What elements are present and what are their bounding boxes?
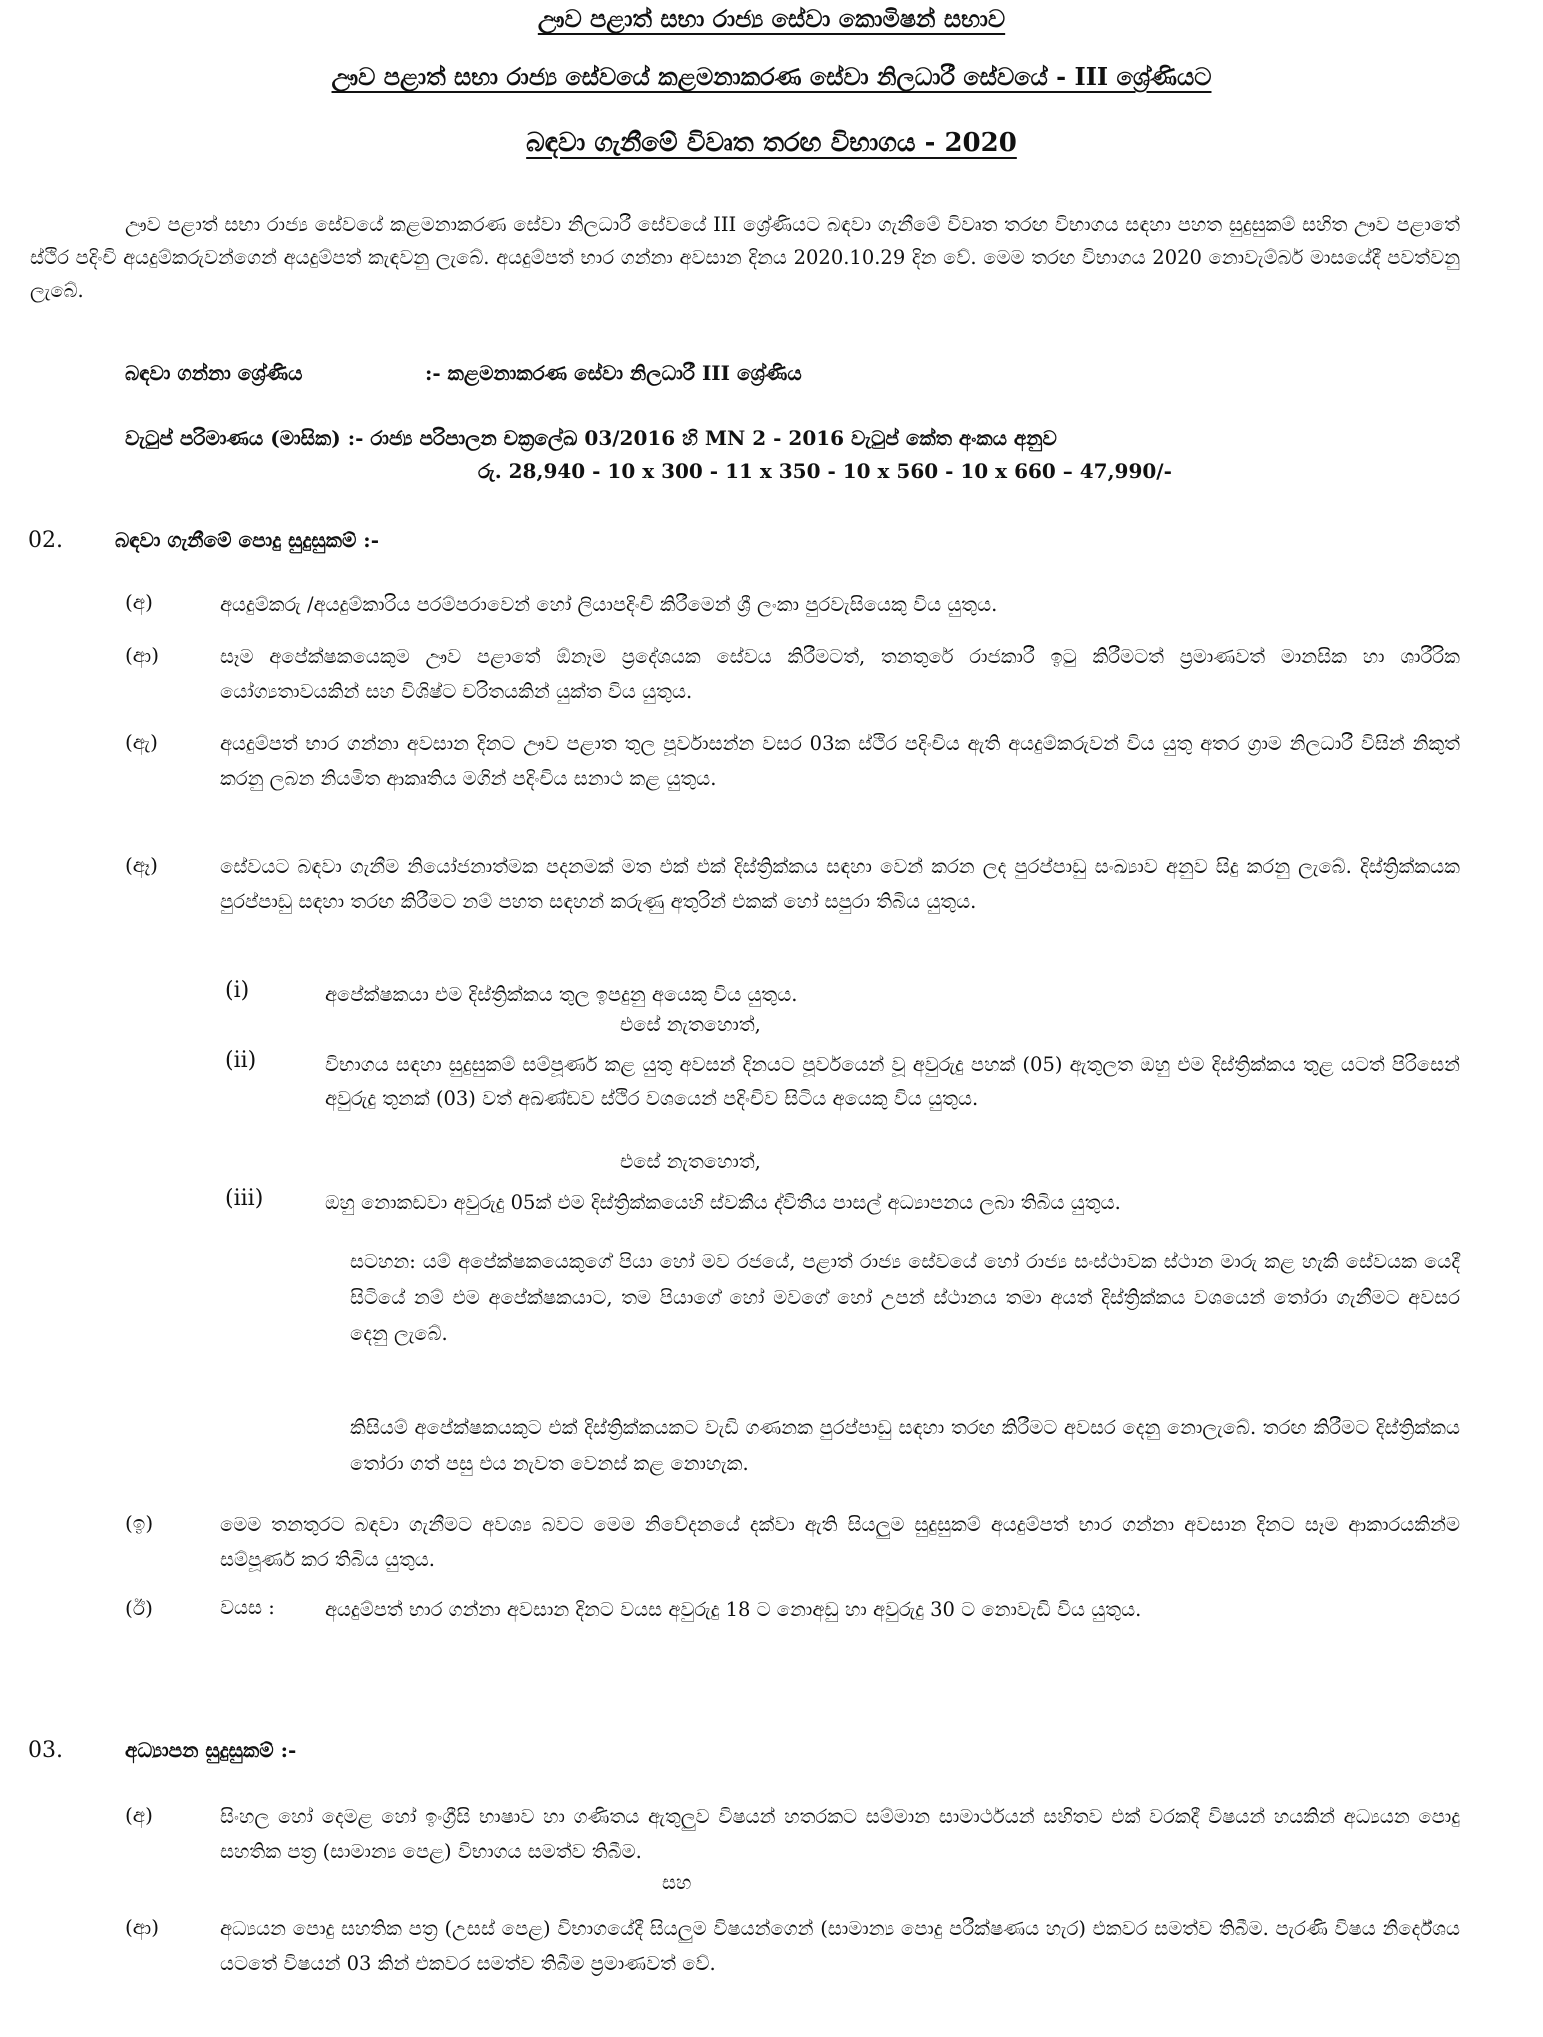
subitem-ii-text: විභාගය සඳහා සුදුසුකම් සම්පූර්ණ කළ යුතු අවසන් දිනයට පූර්වයෙන් වූ අවුරුදු පහක් (05) ඇතුලත ඔහු එම දිස්ත්‍රික්කය තුළ යටත් පිරිසෙන් අවුරුදු තුනක් (03) වත් අඛණ්ඩව ස්ථිර වශයෙන් පදිංචිව සිටිය අයෙකු විය යුතුය. [325, 1053, 1460, 1110]
heading-exam [0, 128, 1543, 159]
item-ae-mark: (ඇ) [125, 730, 158, 754]
heading-commission-text: ඌව පළාත් සභා රාජ්‍ය සේවා කොමිෂන් සභාව [537, 4, 1006, 33]
grade-value: :- කළමනාකරණ සේවා නිලධාරී III ශ්‍රේණිය [425, 361, 802, 385]
item-aee-text: සේවයට බඳවා ගැනීම නියෝජනාත්මක පදනමක් මත එක් එක් දිස්ත්‍රික්කය සඳහා වෙන් කරන ලද පුරප්පාඩු සංඛ්‍යාව අනුව සිදු කරනු ලැබේ. දිස්ත්‍රික්කයක පුරප්පාඩු සඳහා තරඟ කිරීමට නම් පහත සඳහන් කරුණු අතුරින් එකක් හෝ සපුරා තිබිය යුතුය. [220, 855, 1460, 913]
subitem-iii-mark: (iii) [225, 1186, 264, 1211]
subitem-i-mark: (i) [225, 978, 250, 1003]
and-text: සහ [662, 1871, 692, 1894]
section-2-title: බඳවා ගැනීමේ පොදු සුදුසුකම් :- [115, 528, 379, 552]
item-i-mark: (ඉ) [125, 1511, 154, 1535]
edu-item-aa-mark: (ආ) [125, 1915, 160, 1939]
item-aa-mark: (ආ) [125, 643, 160, 667]
item-aee-mark: (ඈ) [125, 853, 158, 877]
age-label: වයස : [220, 1596, 275, 1619]
salary-scale: රු. 28,940 - 10 x 300 - 11 x 350 - 10 x 560 - 10 x 660 – 47,990/- [478, 459, 1172, 483]
grade-label: බඳවා ගන්නා ශ්‍රේණිය [125, 361, 303, 385]
subitem-i-text: අපේක්ෂකයා එම දිස්ත්‍රික්කය තුල ඉපදුනු අයෙකු විය යුතුය. [325, 983, 798, 1006]
heading-commission [0, 4, 1543, 33]
note-single-district: කිසියම් අපේක්ෂකයකුට එක් දිස්ත්‍රික්කයකට වැඩි ගණනක පුරප්පාඩු සඳහා තරඟ කිරීමට අවසර දෙනු නොලැබේ. තරඟ කිරීමට දිස්ත්‍රික්කය තෝරා ගත් පසු එය නැවත වෙනස් කළ නොහැක. [350, 1416, 1460, 1475]
salary-label: වැටුප් පරිමාණය (මාසික) :- රාජ්‍ය පරිපාලන චක්‍රලේඛ 03/2016 හි MN 2 - 2016 වැටුප් කේත අංකය අනුව [125, 426, 1057, 450]
subitem-ii-mark: (ii) [225, 1048, 257, 1073]
item-aa-text: සෑම අපේක්ෂකයෙකුම ඌව පළාතේ ඕනෑම ප්‍රදේශයක සේවය කිරීමටත්, තනතුරේ රාජකාරී ඉටු කිරීමටත් ප්‍රමාණවත් මානසික හා ශාරීරික යෝග්‍යතාවයකින් සහ විශිෂ්ට චරිතයකින් යුක්ත විය යුතුය. [220, 645, 1460, 703]
edu-item-aa-text: අධ්‍යයන පොදු සහතික පත්‍ර (උසස් පෙළ) විභාගයේදී සියලුම විෂයන්ගෙන් (සාමාන්‍ය පොදු පරීක්ෂණය හැර) එකවර සමත්ව තිබීම. පැරණි විෂය නිර්දේශය යටතේ විෂයන් 03 කින් එකවර සමත්ව තිබීම ප්‍රමාණවත් වේ. [220, 1917, 1460, 1975]
or-text-1: එසේ නැතහොත්, [620, 1013, 761, 1036]
subitem-iii-text: ඔහු නොකඩවා අවුරුදු 05ක් එම දිස්ත්‍රික්කයෙහි ස්වකීය ද්විතීය පාසල් අධ්‍යාපනය ලබා තිබිය යුතුය. [325, 1191, 1121, 1214]
item-i-text: මෙම තනතුරට බඳවා ගැනීමට අවශ්‍ය බවට මෙම නිවේදනයේ දක්වා ඇති සියලුම සුදුසුකම් අයදුම්පත් භාර ගන්නා අවසාන දිනට සෑම ආකාරයකින්ම සම්පූර්ණ කර තිබිය යුතුය. [220, 1513, 1460, 1571]
item-a-text: අයදුම්කරු /අයදුම්කාරිය පරම්පරාවෙන් හෝ ලියාපදිංචි කිරීමෙන් ශ්‍රී ලංකා පුරවැසියෙකු විය යුතුය. [220, 593, 998, 616]
item-ae-text: අයදුම්පත් භාර ගන්නා අවසාන දිනට ඌව පළාත තුල පූර්වාසන්න වසර 03ක ස්ථිර පදිංචිය ඇති අයදුම්කරුවන් විය යුතු අතර ග්‍රාම නිලධාරී විසින් නිකුත් කරනු ලබන නියමිත ආකෘතිය මගින් පදිංචිය සනාථ කළ යුතුය. [220, 732, 1460, 790]
heading-exam-text: බඳවා ගැනීමේ විවෘත තරඟ විභාගය - 2020 [526, 128, 1017, 158]
item-ii-mark: (ඊ) [125, 1596, 153, 1620]
heading-service [0, 62, 1543, 91]
edu-item-a-text: සිංහල හෝ දෙමළ හෝ ඉංග්‍රීසි භාෂාව හා ගණිතය ඇතුලුව විෂයන් හතරකට සම්මාන සාමාර්ථයන් සහිතව එක් වරකදී විෂයන් හයකින් අධ්‍යයන පොදු සහතික පත්‍ර (සාමාන්‍ය පෙළ) විභාගය සමත්ව තිබීම. [220, 1805, 1460, 1863]
or-text-2: එසේ නැතහොත්, [620, 1150, 761, 1173]
intro-paragraph: ඌව පළාත් සභා රාජ්‍ය සේවයේ කළමනාකරණ සේවා නිලධාරී සේවයේ III ශ්‍රේණියට බඳවා ගැනීමේ විවෘත තරඟ විභාගය සඳහා පහත සුදුසුකම් සහිත ඌව පළාතේ ස්ථිර පදිංචි අයදුම්කරුවන්ගෙන් අයදුම්පත් කැඳවනු ලැබේ. අයදුම්පත් භාර ගන්නා අවසාන දිනය 2020.10.29 දින වේ. මෙම තරඟ විභාගය 2020 නොවැම්බර් මාසයේදී පවත්වනු ලැබේ. [30, 213, 1460, 302]
note-parent-transfer: සටහන: යම් අපේක්ෂකයෙකුගේ පියා හෝ මව රජයේ, පළාත් රාජ්‍ය සේවයේ හෝ රාජ්‍ය සංස්ථාවක ස්ථාන මාරු කළ හැකි සේවයක යෙදී සිටියේ නම් එම අපේක්ෂකයාට, තම පියාගේ හෝ මවගේ හෝ උපන් ස්ථානය තමා අයත් දිස්ත්‍රික්කය වශයෙන් තෝරා ගැනීමට අවසර දෙනු ලැබේ. [350, 1250, 1460, 1345]
item-a-mark: (අ) [125, 590, 153, 614]
section-3-number: 03. [28, 1738, 63, 1763]
heading-service-text: ඌව පළාත් සභා රාජ්‍ය සේවයේ කළමනාකරණ සේවා නිලධාරී සේවයේ - III ශ්‍රේණියට [331, 62, 1212, 91]
section-2-number: 02. [28, 528, 63, 553]
age-text: අයදුම්පත් භාර ගන්නා අවසාන දිනට වයස අවුරුදු 18 ට නොඅඩු හා අවුරුදු 30 ට නොවැඩි විය යුතුය. [325, 1598, 1142, 1621]
section-3-title: අධ්‍යාපන සුදුසුකම් :- [125, 1738, 297, 1762]
edu-item-a-mark: (අ) [125, 1803, 153, 1827]
